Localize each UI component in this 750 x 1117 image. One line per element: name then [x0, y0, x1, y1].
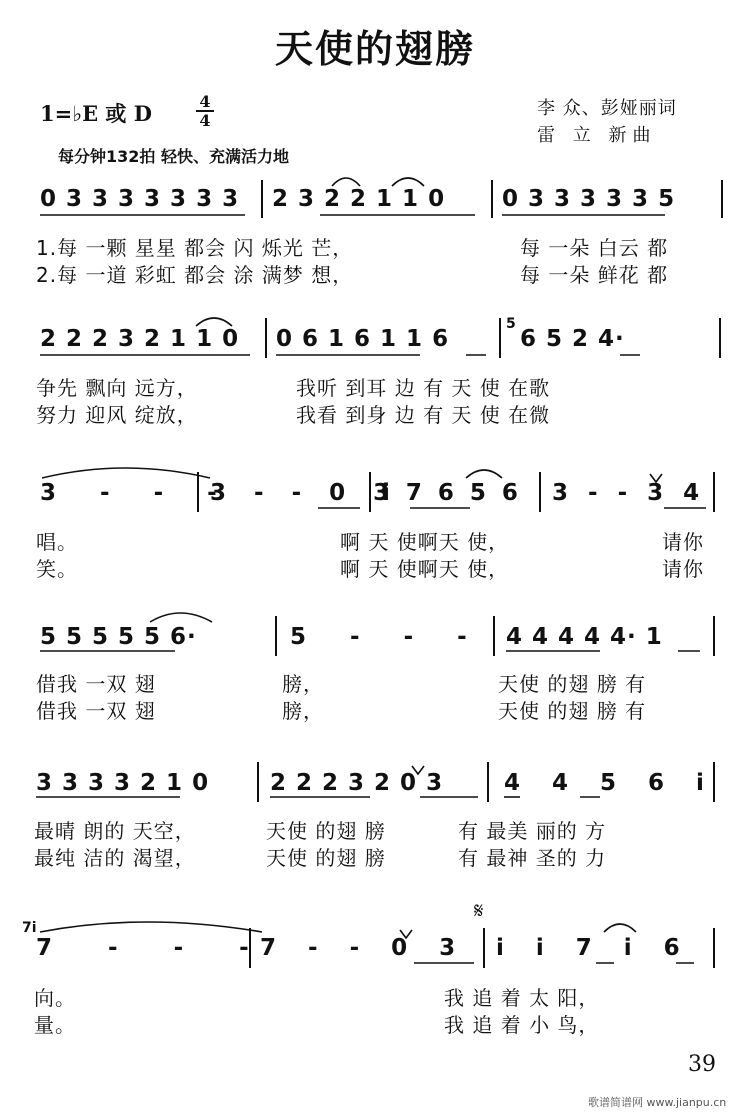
- system-3-lyric-2b: 啊 天 使啊天 使，: [340, 557, 510, 581]
- system-2-bar-1: 2 2 2 3 2 1 1 0: [40, 326, 240, 352]
- system-4-bar-3: 4 4 4 4 4· 1: [506, 624, 663, 650]
- system-5-bar-3: 4 4 5 6 i: [504, 770, 716, 796]
- system-1-lyric-2b: 每 一朵 鲜花 都: [520, 263, 669, 287]
- system-6-lyric-1b: 我 追 着 太 阳，: [444, 986, 600, 1010]
- tie: [604, 924, 636, 932]
- system-5-bar-1: 3 3 3 3 2 1 0: [36, 770, 210, 796]
- watermark: 歌谱简谱网 www.jianpu.cn: [588, 1096, 727, 1109]
- time-signature-top: 4: [199, 92, 211, 111]
- system-5-lyric-1b: 天使 的翅 膀: [266, 819, 386, 843]
- system-6-bar-1: 7 - - -: [36, 935, 273, 961]
- system-3-bar-4: 3 - - 3 4: [552, 480, 706, 506]
- system-1-bar-2: 2 3 2 2 1 1 0: [272, 186, 446, 212]
- system-3-bar-3: i 7 6 5 6: [382, 480, 522, 506]
- system-1-lyric-1a: 1.每 一颗 星星 都会 闪 烁光 芒，: [36, 236, 354, 260]
- system-1-bar-3: 0 3 3 3 3 3 5: [502, 186, 676, 212]
- segno-sign: 𝄋: [474, 899, 484, 924]
- system-6-lyric-2b: 我 追 着 小 鸟，: [444, 1013, 600, 1037]
- system-4-lyric-1b: 膀，: [282, 672, 324, 696]
- tie: [150, 613, 212, 622]
- tie: [392, 178, 424, 186]
- tie: [196, 318, 232, 326]
- system-5-lyric-1a: 最晴 朗的 天空，: [34, 819, 196, 843]
- system-2-bar-2: 0 6 1 6 1 1 6: [276, 326, 450, 352]
- key-signature: 1=♭E 或 D: [40, 101, 152, 126]
- tie: [466, 470, 502, 478]
- system-3-bar-2: 3 - - 0 3: [210, 480, 400, 506]
- system-3-lyric-2c: 请你: [662, 557, 704, 581]
- system-2-lyric-2b: 我看 到身 边 有 天 使 在微: [296, 403, 551, 427]
- system-4-bar-2: 5 - - -: [290, 624, 485, 650]
- tempo-marking: 每分钟132拍 轻快、充满活力地: [58, 147, 289, 166]
- system-2-lyric-1a: 争先 飘向 远方，: [36, 376, 198, 400]
- system-6-bar-2: 7 - - 0 3: [260, 935, 468, 961]
- system-3-lyric-1c: 请你: [662, 530, 704, 554]
- breath-mark: [412, 766, 424, 774]
- system-3-lyric-2a: 笑。: [36, 557, 78, 581]
- grace-note-mark-2: 7i: [22, 920, 37, 936]
- tie: [332, 178, 360, 186]
- tie: [40, 922, 262, 932]
- system-3-bar-1: 3 - - -: [40, 480, 235, 506]
- song-title: 天使的翅膀: [274, 27, 475, 71]
- system-4-lyric-1c: 天使 的翅 膀 有: [498, 672, 647, 696]
- system-4-lyric-1a: 借我 一双 翅: [36, 672, 156, 696]
- page-number: 39: [688, 1052, 716, 1077]
- system-6-lyric-2a: 量。: [34, 1013, 76, 1037]
- time-signature-bottom: 4: [199, 111, 211, 130]
- system-4-bar-1: 5 5 5 5 5 6·: [40, 624, 197, 650]
- system-5-lyric-1c: 有 最美 丽的 方: [458, 819, 607, 843]
- breath-mark: [400, 930, 412, 938]
- system-2-lyric-2a: 努力 迎风 绽放，: [36, 403, 198, 427]
- system-5-bar-2: 2 2 2 3 2 0 3: [270, 770, 444, 796]
- lyricist-credit: 李 众、彭娅丽词: [537, 98, 677, 119]
- system-3-lyric-1a: 唱。: [36, 530, 78, 554]
- system-1-lyric-2a: 2.每 一道 彩虹 都会 涂 满梦 想，: [36, 263, 354, 287]
- composer-credit: 雷 立 新曲: [537, 125, 657, 146]
- system-1-bar-1: 0 3 3 3 3 3 3 3: [40, 186, 240, 212]
- system-5-lyric-2c: 有 最神 圣的 力: [458, 846, 607, 870]
- system-4-lyric-2b: 膀，: [282, 699, 324, 723]
- system-4-lyric-2a: 借我 一双 翅: [36, 699, 156, 723]
- system-6-bar-3: i i 7 i 6: [496, 935, 692, 961]
- system-3-lyric-1b: 啊 天 使啊天 使，: [340, 530, 510, 554]
- breath-mark: [650, 474, 662, 482]
- system-5-lyric-2a: 最纯 洁的 渴望，: [34, 846, 196, 870]
- grace-note-mark: 5: [506, 316, 516, 332]
- system-6-lyric-1a: 向。: [34, 986, 76, 1010]
- system-2-bar-3: 6 5 2 4·: [520, 326, 625, 352]
- system-2-lyric-1b: 我听 到耳 边 有 天 使 在歌: [296, 376, 551, 400]
- system-5-lyric-2b: 天使 的翅 膀: [266, 846, 386, 870]
- system-1-lyric-1b: 每 一朵 白云 都: [520, 236, 669, 260]
- tie: [42, 468, 210, 478]
- system-4-lyric-2c: 天使 的翅 膀 有: [498, 699, 647, 723]
